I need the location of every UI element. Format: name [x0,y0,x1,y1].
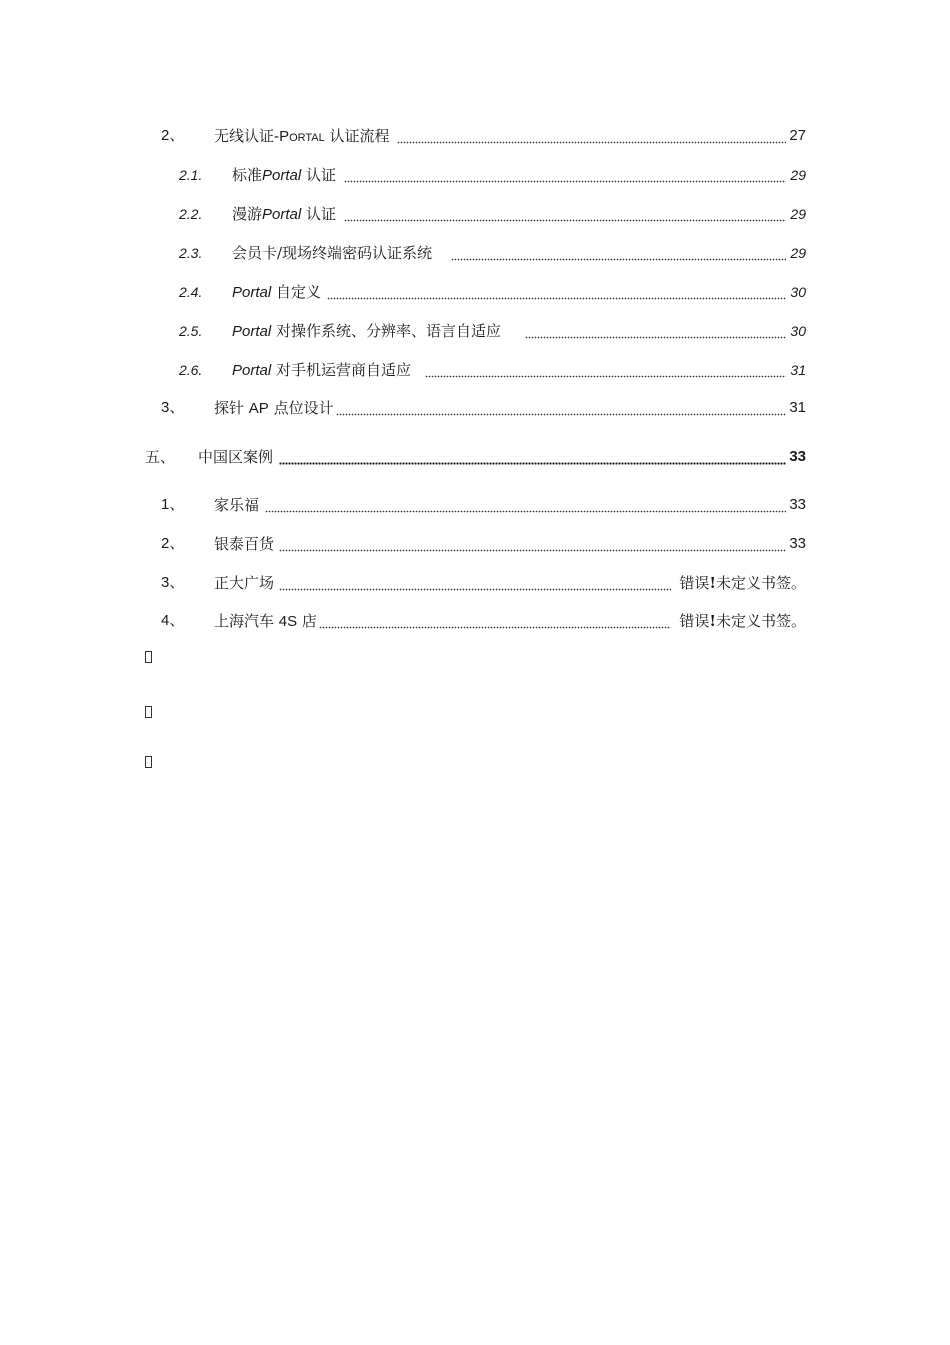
toc-entry-page: 30 [790,323,806,339]
toc-entry-page: 30 [790,284,806,300]
toc-entry-number: 2.4. [179,284,203,300]
toc-entry-title: Portal 自定义 [232,283,321,301]
dot-leader [279,573,671,593]
dot-leader [265,495,786,515]
toc-entry-title: 标准Portal 认证 [232,166,336,184]
toc-entry-number: 4、 [161,612,185,629]
dot-leader [397,126,786,146]
toc-entry-title: 银泰百货 [214,535,275,553]
dot-leader [327,282,786,302]
toc-entry-number: 2.6. [179,362,203,378]
toc-entry-number: 2.1. [179,167,203,183]
toc-entry-title: 正大广场 [214,574,275,592]
toc-entry-page: 29 [790,245,806,261]
missing-glyph-icon [145,706,152,718]
toc-entry-number: 2、 [161,127,185,144]
dot-leader [425,360,786,380]
dot-leader [279,534,786,554]
dot-leader [344,165,786,185]
dot-leader [319,611,671,631]
toc-entry-error: 错误!未定义书签。 [679,612,806,630]
toc-entry-page: 31 [790,362,806,378]
toc-entry-number: 五、 [145,448,176,466]
toc-entry-page: 33 [789,448,806,465]
toc-entry-title: 探针 AP 点位设计 [214,399,334,417]
toc-entry-page: 29 [790,206,806,222]
toc-entry-title: Portal 对操作系统、分辨率、语言自适应 [232,322,501,340]
toc-entry-title: 家乐福 [214,496,260,514]
dot-leader [525,321,786,341]
toc-entry-title: 漫游Portal 认证 [232,205,336,223]
toc-entry-number: 2.5. [179,323,203,339]
toc-entry-error: 错误!未定义书签。 [679,574,806,592]
toc-entry-number: 3、 [161,574,185,591]
toc-entry-title: 无线认证-PORTAL 认证流程 [214,127,390,145]
dot-leader [336,398,786,418]
toc-entry-page: 33 [789,496,806,513]
toc-entry-page: 33 [789,535,806,552]
toc-entry-number: 2.3. [179,245,203,261]
toc-entry-page: 29 [790,167,806,183]
dot-leader [451,243,786,263]
toc-entry-page: 27 [789,127,806,144]
toc-entry-title: 上海汽车 4S 店 [214,612,317,630]
toc-entry-title: Portal 对手机运营商自适应 [232,361,411,379]
missing-glyph-icon [145,651,152,663]
toc-entry-number: 3、 [161,399,185,416]
toc-entry-title: 会员卡/现场终端密码认证系统 [232,244,433,262]
toc-entry-page: 31 [789,399,806,416]
missing-glyph-icon [145,756,152,768]
dot-leader [279,447,786,467]
dot-leader [344,204,786,224]
toc-entry-number: 1、 [161,496,185,513]
toc-entry-number: 2.2. [179,206,203,222]
toc-entry-number: 2、 [161,535,185,552]
toc-entry-title: 中国区案例 [198,448,274,466]
